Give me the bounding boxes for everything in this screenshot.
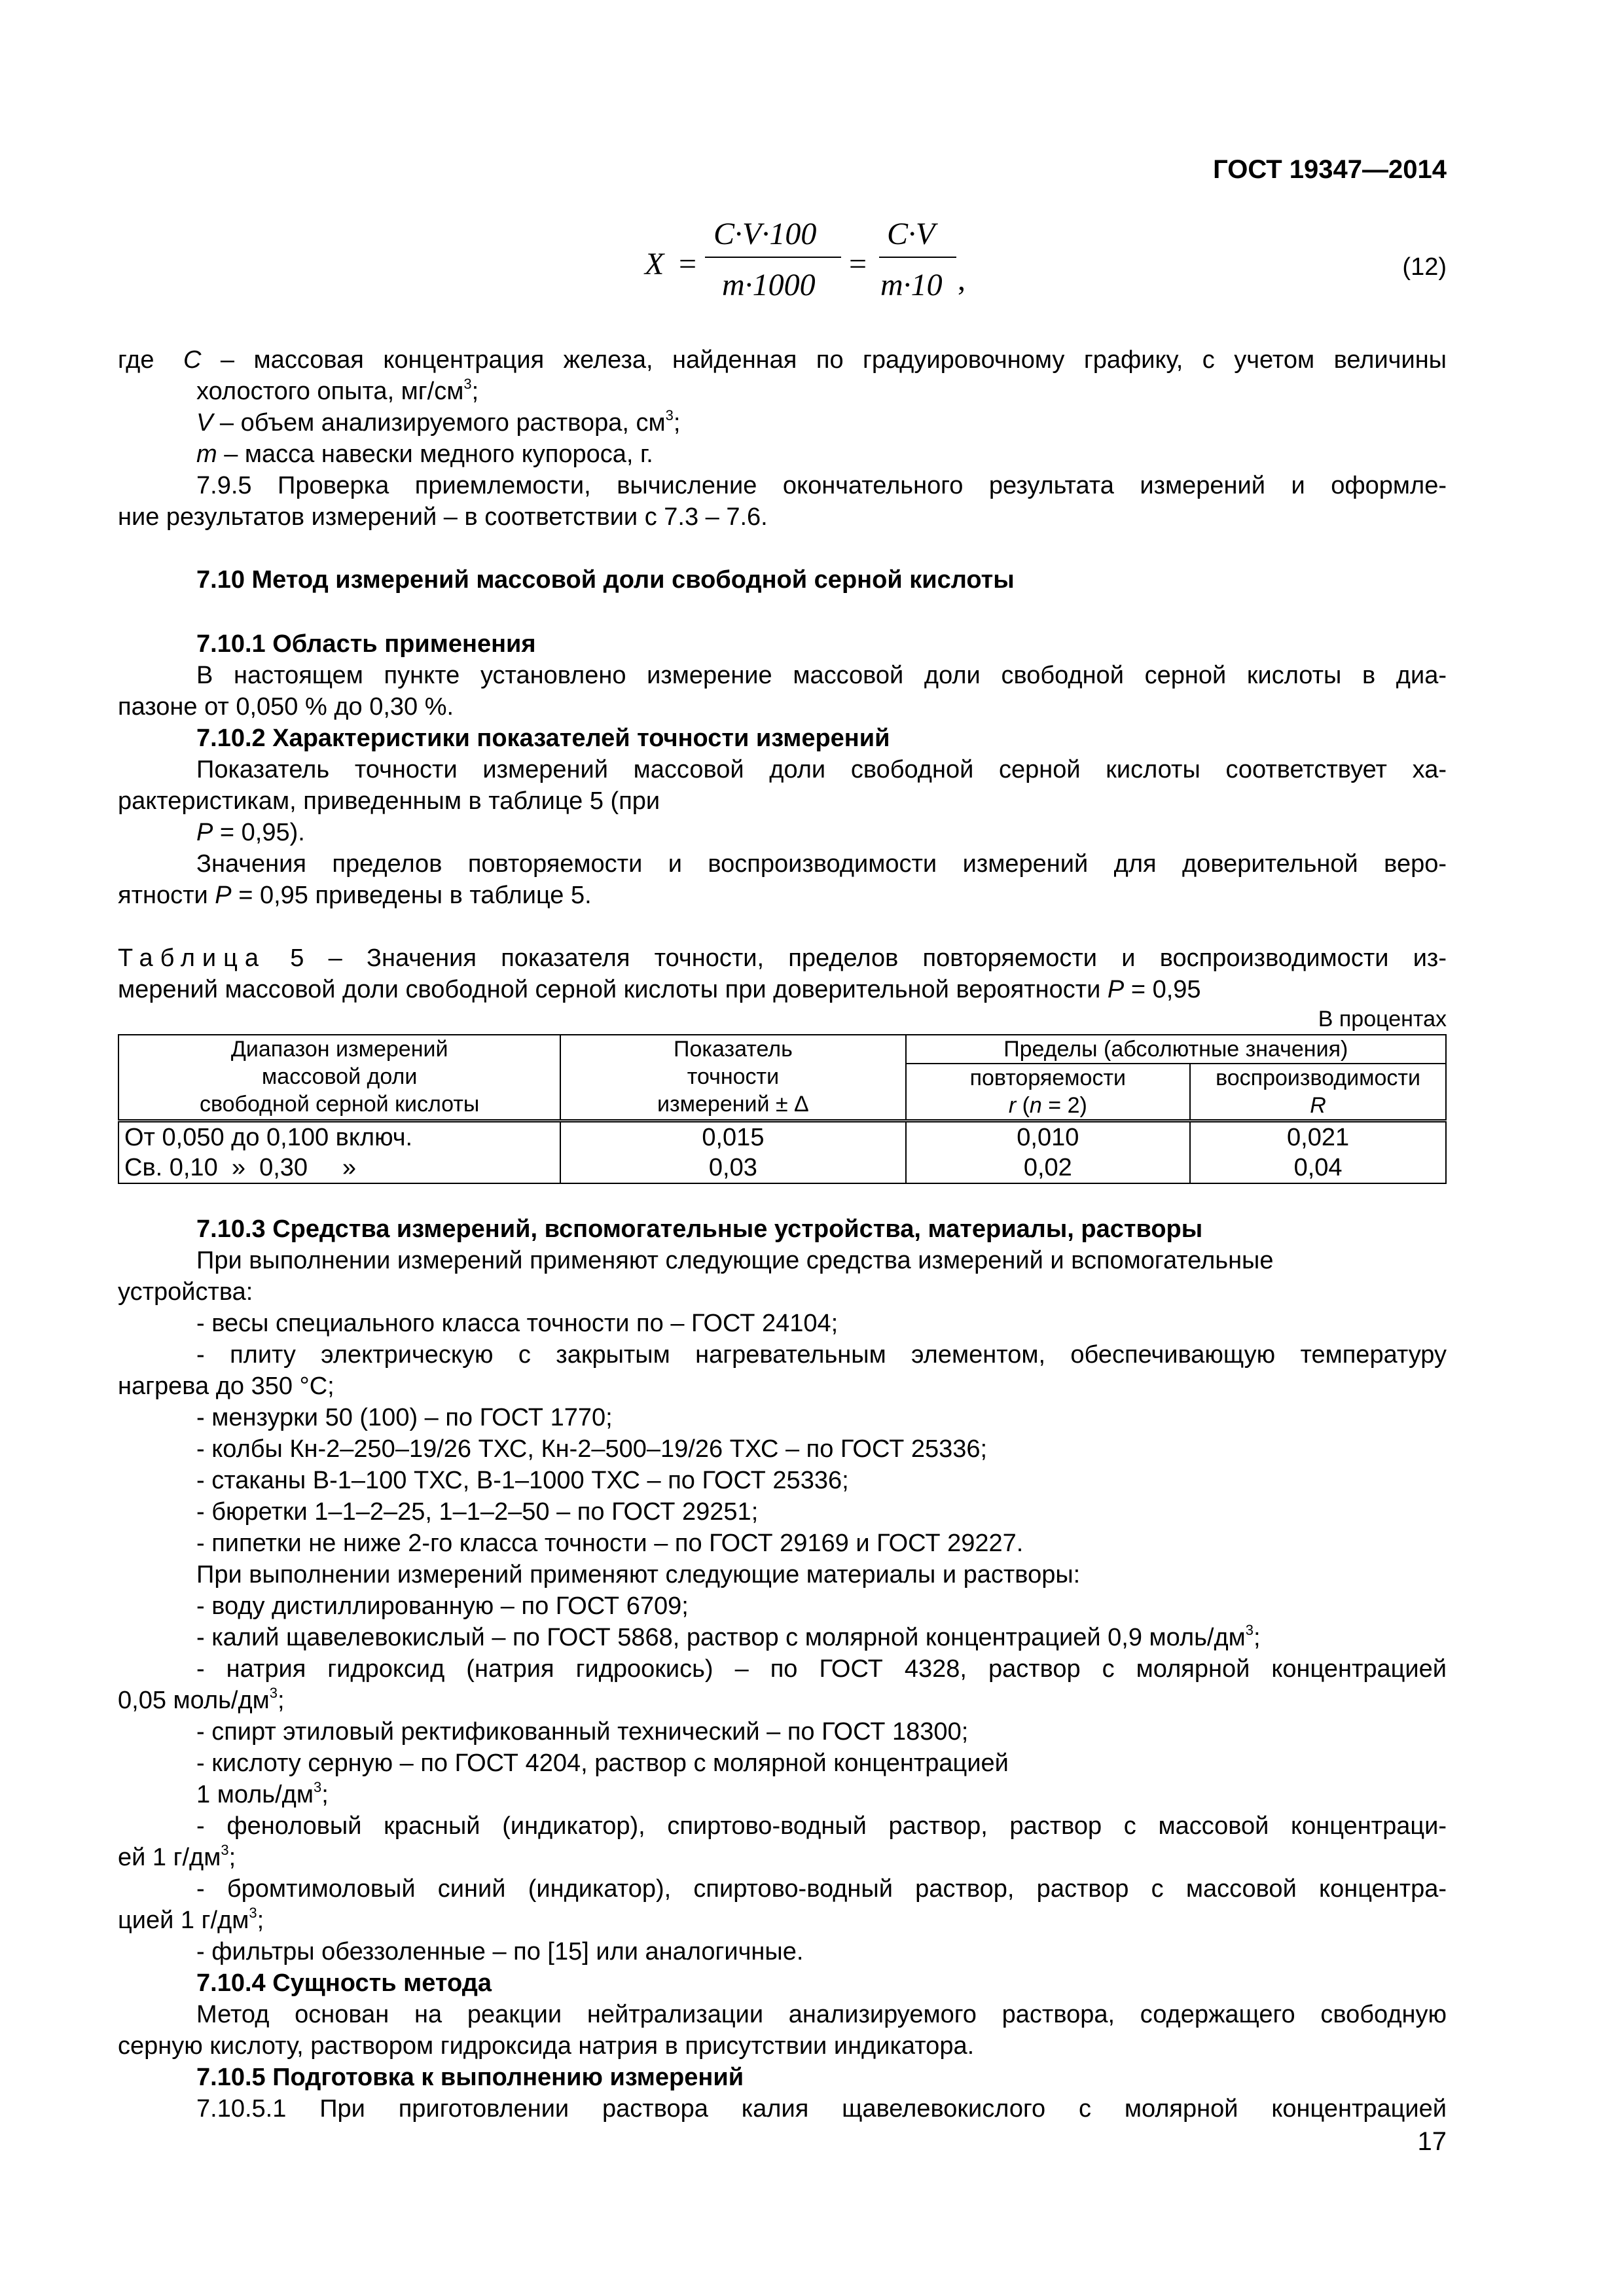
formula-frac2-numerator: C·V [887, 217, 935, 251]
para-7102-line1: Показатель точности измерений массовой доли свободной серной кислоты соответствует ха- [196, 756, 1447, 783]
cell-r: 0,010 [906, 1121, 1191, 1153]
para-7103-intro2: устройства: [118, 1278, 253, 1306]
list-item: - фильтры обеззоленные – по [15] или аналогичные. [196, 1938, 804, 1965]
formula-frac1-bar [705, 257, 841, 258]
section-7103-title: 7.10.3 Средства измерений, вспомогательные устройства, материалы, растворы [196, 1215, 1203, 1243]
where-m: m – масса навески медного купороса, г. [196, 440, 653, 468]
list-item: - калий щавелевокислый – по ГОСТ 5868, раствор с молярной концентрацией 0,9 моль/$дм^3$; [196, 1622, 1261, 1651]
cell-delta: 0,03 [560, 1153, 905, 1183]
document-page [118, 0, 1447, 2296]
para-7103-intro1: При выполнении измерений применяют следующие средства измерений и вспомогательные [196, 1247, 1274, 1274]
formula-12 [645, 216, 1103, 314]
list-item: - весы специального класса точности по – ГОСТ 24104; [196, 1310, 839, 1337]
list-item: - феноловый красный (индикатор), спиртово-водный раствор, раствор с массовой концентраци- [196, 1812, 1447, 1840]
where-word: где [118, 346, 154, 374]
table5-caption-line2: мерений массовой доли свободной серной кислоты при доверительной вероятности P = 0,95 [118, 976, 1201, 1003]
para-795-line1: 7.9.5 Проверка приемлемости, вычисление окончательного результата измерений и оформле- [196, 472, 1447, 499]
list-item-cont: 1 моль/$дм^3$; [196, 1779, 329, 1808]
list-item: - стаканы В-1–100 ТХС, В-1–1000 ТХС – по ГОСТ 25336; [196, 1467, 849, 1494]
section-710-title: 7.10 Метод измерений массовой доли свободной серной кислоты [196, 566, 1015, 594]
table5-caption-line1: Таблица 5 – Значения показателя точности, пределов повторяемости и воспроизводимости из- [118, 944, 1447, 972]
list-item: - пипетки не ниже 2-го класса точности – по ГОСТ 29169 и ГОСТ 29227. [196, 1530, 1024, 1557]
para-7104-line2: серную кислоту, раствором гидроксида натрия в присутствии индикатора. [118, 2032, 975, 2060]
section-7101-title: 7.10.1 Область применения [196, 630, 536, 658]
para-7102-line4: Значения пределов повторяемости и воспроизводимости измерений для доверительной веро- [196, 850, 1447, 878]
formula-equals-2: = [849, 247, 867, 281]
header-repeatability: повторяемости r (n = 2) [906, 1064, 1191, 1121]
para-7102-line3: P = 0,95). [196, 819, 305, 846]
cell-range: От 0,050 до 0,100 включ. [118, 1121, 560, 1153]
para-71051-line1: 7.10.5.1 При приготовлении раствора калия щавелевокислого с молярной концентрацией [196, 2095, 1447, 2123]
header-limits: Пределы (абсолютные значения) [906, 1035, 1446, 1064]
formula-frac2-denominator: m·10 [880, 268, 943, 302]
table5-units: В процентах [1318, 1007, 1447, 1031]
para-7102-line5: ятности P = 0,95 приведены в таблице 5. [118, 882, 592, 909]
cell-R: 0,021 [1190, 1121, 1446, 1153]
section-7105-title: 7.10.5 Подготовка к выполнению измерений [196, 2064, 744, 2091]
where-c-line1: С – массовая концентрация железа, найденная по градуировочному графику, с учетом величины [183, 346, 1447, 374]
page-number: 17 [1417, 2127, 1447, 2156]
formula-equals-1: = [679, 247, 697, 281]
list-item: - мензурки 50 (100) – по ГОСТ 1770; [196, 1404, 613, 1431]
cell-range: Св. 0,10 » 0,30 » [118, 1153, 560, 1183]
para-7101-line2: пазоне от 0,050 % до 0,30 %. [118, 693, 454, 721]
para-7104-line1: Метод основан на реакции нейтрализации анализируемого раствора, содержащего свободную [196, 2001, 1447, 2028]
list-item: - воду дистиллированную – по ГОСТ 6709; [196, 1592, 689, 1620]
list-item: - бромтимоловый синий (индикатор), спиртово-водный раствор, раствор с массовой концентра- [196, 1875, 1447, 1903]
list-item-cont: 0,05 моль/$дм^3$; [118, 1685, 285, 1714]
list-item-cont: цией 1 $г/дм^3$; [118, 1905, 264, 1934]
formula-comma: , [958, 262, 965, 297]
section-7102-title: 7.10.2 Характеристики показателей точности измерений [196, 725, 890, 752]
table5 [118, 1034, 1447, 1184]
table-row [118, 1121, 1446, 1153]
list-item-cont: ей 1 $г/дм^3$; [118, 1842, 236, 1871]
list-item: - кислоту серную – по ГОСТ 4204, раствор с молярной концентрацией [196, 1749, 1009, 1777]
section-7104-title: 7.10.4 Сущность метода [196, 1969, 492, 1997]
cell-R: 0,04 [1190, 1153, 1446, 1183]
list-item-cont: нагрева до 350 °С; [118, 1372, 334, 1400]
header-reproducibility: воспроизводимости R [1190, 1064, 1446, 1121]
list-item: - плиту электрическую с закрытым нагревательным элементом, обеспечивающую температуру [196, 1341, 1447, 1369]
table-row [118, 1153, 1446, 1183]
formula-frac1-denominator: m·1000 [722, 268, 816, 302]
para-795-line2: ние результатов измерений – в соответствии с 7.3 – 7.6. [118, 503, 768, 531]
standard-number: ГОСТ 19347—2014 [1213, 155, 1447, 184]
where-c-line2: холостого опыта, $мг/см^3$; [196, 376, 479, 405]
para-7102-line2: рактеристикам, приведенным в таблице 5 (при [118, 787, 660, 815]
formula-frac2-bar [879, 257, 956, 258]
list-item: - бюретки 1–1–2–25, 1–1–2–50 – по ГОСТ 29251; [196, 1498, 759, 1526]
list-item: - спирт этиловый ректификованный технический – по ГОСТ 18300; [196, 1718, 969, 1746]
header-accuracy: Показатель точности измерений ± Δ [560, 1035, 905, 1121]
para-7101-line1: В настоящем пункте установлено измерение массовой доли свободной серной кислоты в диа- [196, 662, 1447, 689]
list-item: - натрия гидроксид (натрия гидроокись) – по ГОСТ 4328, раствор с молярной концентрацией [196, 1655, 1447, 1683]
formula-lhs: X [645, 247, 664, 281]
cell-r: 0,02 [906, 1153, 1191, 1183]
para-7103-intro3: При выполнении измерений применяют следующие материалы и растворы: [196, 1561, 1081, 1588]
formula-number: (12) [1402, 253, 1447, 281]
list-item: - колбы Кн-2–250–19/26 ТХС, Кн-2–500–19/26 ТХС – по ГОСТ 25336; [196, 1435, 988, 1463]
cell-delta: 0,015 [560, 1121, 905, 1153]
formula-frac1-numerator: C·V·100 [713, 217, 817, 251]
header-range: Диапазон измерений массовой доли свободной серной кислоты [118, 1035, 560, 1121]
where-v: V – объем анализируемого раствора, $см^3$; [196, 407, 681, 437]
